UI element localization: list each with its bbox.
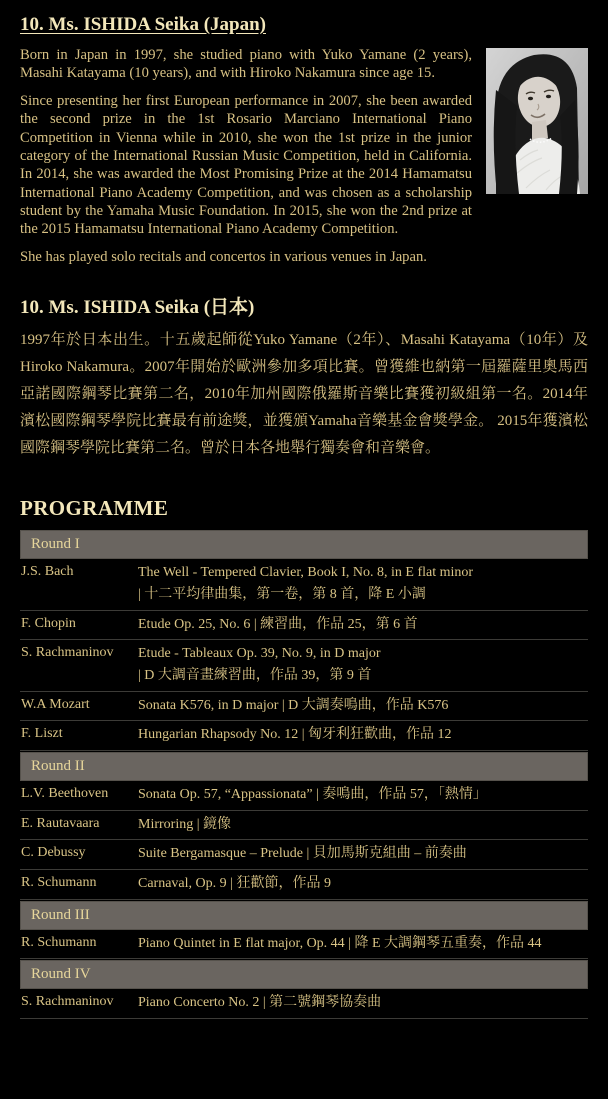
programme-row [20, 781, 588, 811]
bio-paragraph-1: Born in Japan in 1997, she studied piano with Yuko Yamane (2 years), Masahi Katayama (10 years), and with Hiroko Nakamura since age 15. [20, 47, 472, 82]
piece-title: The Well - Tempered Clavier, Book I, No. 8, in E flat minor | 十二平均律曲集，第一卷，第 8 首，降 E 小調 [138, 565, 474, 602]
composer-name: S. Rachmaninov [21, 645, 114, 661]
composer-name: R. Schumann [21, 875, 97, 890]
piece-title: Etude - Tableaux Op. 39, No. 9, in D major | D 大調音畫練習曲，作品 39，第 9 首 [138, 646, 381, 683]
piece-title: Piano Quintet in E flat major, Op. 44 | 降 E 大調鋼琴五重奏，作品 44 [138, 935, 542, 951]
bio-paragraph-3: She has played solo recitals and concertos in various venues in Japan. [20, 248, 427, 265]
piece-title: Sonata Op. 57, “Appassionata” | 奏鳴曲，作品 57，「熱情」 [138, 786, 487, 802]
programme-row [20, 611, 588, 641]
composer-name: E. Rautavaara [21, 815, 100, 831]
piece-title: Suite Bergamasque – Prelude | 貝加馬斯克組曲 – 前奏曲 [138, 846, 467, 862]
piece-title: Sonata K576, in D major | D 大調奏鳴曲，作品 K576 [138, 697, 449, 713]
programme-row [20, 721, 588, 751]
programme-row [20, 692, 588, 722]
round-header-2: Round II [20, 752, 588, 781]
composer-name: F. Chopin [21, 615, 76, 631]
composer-name: J.S. Bach [21, 564, 74, 580]
bio-paragraph-2: Since presenting her first European performance in 2007, she been awarded the second prize in the 1st Rosario Marciano International Piano Competition in Vienna while in 2010, she won the 1st prize in the junior category of the International Russian Music Competition, held in California. In 2014, she was awarded the Most Promising Prize at the 2014 Hamamatsu International Piano Academy Competition, and was chosen as a scholarship student by the Yamaha Music Foundation. In 2015, she won the 2nd prize at the 2015 Hamamatsu International Piano Academy Competition. [20, 92, 472, 238]
programme-title: PROGRAMME [20, 496, 169, 521]
english-section-title: 10. Ms. ISHIDA Seika (Japan) [20, 14, 266, 35]
programme-row [20, 840, 588, 870]
english-bio [20, 46, 588, 266]
round-header-4: Round IV [20, 960, 588, 989]
composer-name: W.A Mozart [21, 696, 90, 712]
chinese-bio-paragraph: 1997年於日本出生。十五歲起師從Yuko Yamane（2年）、Masahi Katayama（10年）及Hiroko Nakamura。2007年開始於歐洲參加多項比賽。曾獲維也納第一屆羅薩里奧馬西亞諾國際鋼琴比賽第二名，2010年加州國際俄羅斯音樂比賽獲初級組第一名。2014年濱松國際鋼琴學院比賽最有前途獎，並獲頒Yamaha音樂基金會獎學金。 2015年獲濱松國際鋼琴學院比賽第二名。曾於日本各地舉行獨奏會和音樂會。 [20, 332, 588, 457]
programme-row [20, 811, 588, 841]
composer-name: S. Rachmaninov [21, 994, 114, 1010]
piece-title: Etude Op. 25, No. 6 | 練習曲，作品 25，第 6 首 [138, 616, 418, 632]
programme-row [20, 640, 588, 691]
piece-title: Mirroring | 鏡像 [138, 816, 232, 832]
programme-table [20, 530, 588, 1019]
programme-row [20, 870, 588, 900]
programme-row [20, 559, 588, 610]
chinese-section-title: 10. Ms. ISHIDA Seika (日本) [20, 297, 255, 319]
round-header-1: Round I [20, 530, 588, 559]
portrait-photo [486, 48, 588, 194]
portrait-photo-illustration [486, 48, 588, 194]
composer-name: L.V. Beethoven [21, 785, 109, 801]
piece-title: Hungarian Rhapsody No. 12 | 匈牙利狂歡曲，作品 12 [138, 727, 452, 743]
piece-title: Piano Concerto No. 2 | 第二號鋼琴協奏曲 [138, 995, 382, 1011]
round-header-3: Round III [20, 901, 588, 930]
piece-title: Carnaval, Op. 9 | 狂歡節，作品 9 [138, 876, 331, 891]
programme-row [20, 930, 588, 960]
composer-name: C. Debussy [21, 845, 86, 861]
composer-name: F. Liszt [21, 726, 63, 742]
composer-name: R. Schumann [21, 934, 97, 950]
programme-row [20, 989, 588, 1019]
